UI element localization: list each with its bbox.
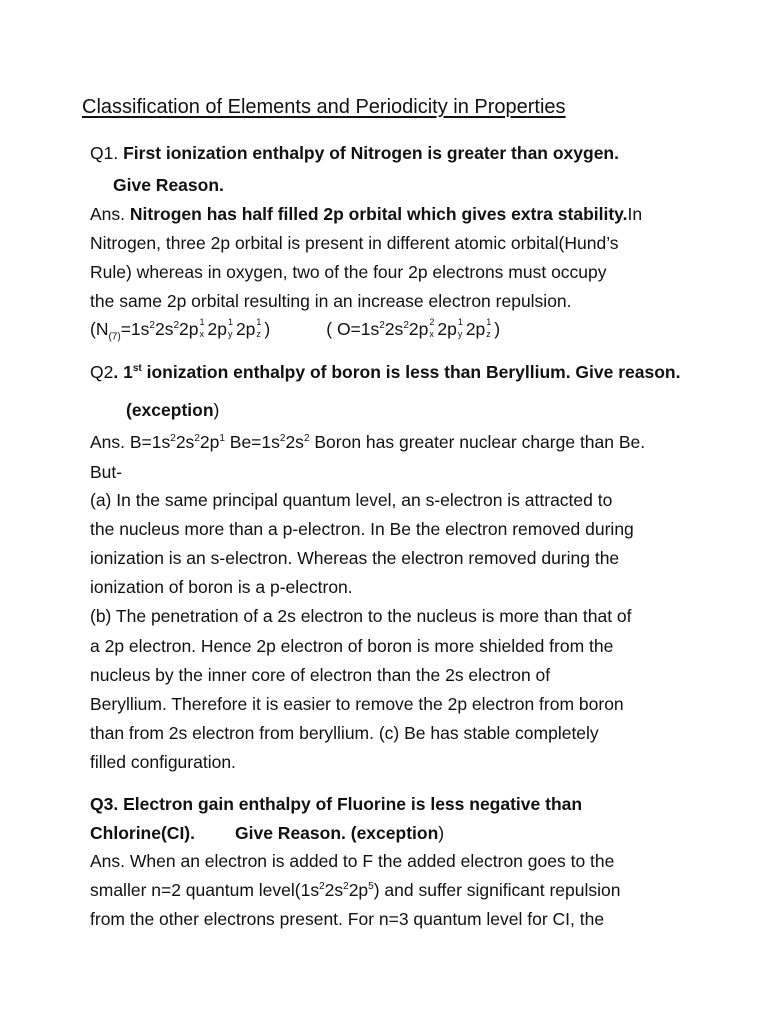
q2-exception: exception <box>131 400 214 420</box>
q3-question-line-2: Chlorine(CI). Give Reason. (exception) <box>90 823 445 843</box>
nitrogen-config: ($N_{(7)}=1s^22s^22p$ 1 x 2p 1 y 2p 1 z ) <box>90 317 271 343</box>
q1-ans-rest: In <box>627 204 643 224</box>
q2-point-b-line-1: (b) The penetration of a 2s electron to the nucleus is more than that of <box>90 606 632 626</box>
q2-point-b-line-4: Beryllium. Therefore it is easier to remove the 2p electron from boron <box>90 694 624 714</box>
q1-answer-line-2: Nitrogen, three 2p orbital is present in different atomic orbital(Hund’s <box>90 233 619 253</box>
q2-point-a-line-4: ionization of boron is a p-electron. <box>90 577 353 597</box>
electron-configuration-line <box>90 317 501 343</box>
q2-question-text: 1st ionization enthalpy of boron is less than Beryllium. Give reason. <box>123 362 681 382</box>
q2-label: Q2 <box>90 362 114 382</box>
q2-point-a-line-2: the nucleus more than a p-electron. In Be the electron removed during <box>90 519 634 539</box>
oxygen-config: ( $O=1s^22s^22p$ 2 x 2p 1 y 2p 1 z ) <box>326 317 501 339</box>
page-title: Classification of Elements and Periodicity in Properties <box>82 96 566 118</box>
q2-point-b-line-3: nucleus by the inner core of electron than the 2s electron of <box>90 665 551 685</box>
q2-answer-but: But- <box>90 462 123 482</box>
q1-label: Q1. <box>90 143 119 163</box>
q1-ans-bold: Nitrogen has half filled 2p orbital which gives extra stability. <box>129 204 628 224</box>
q1-answer-line-4: the same 2p orbital resulting in an increase electron repulsion. <box>90 291 572 311</box>
q1-question-line-2: Give Reason. <box>113 175 224 195</box>
q3-question-line-1: Q3. Electron gain enthalpy of Fluorine is less negative than <box>90 794 583 814</box>
q1-question-text: First ionization enthalpy of Nitrogen is greater than oxygen. <box>123 143 619 163</box>
q2-answer-line-1: Ans. $B=1s^22s^22p^1$ $Be=1s^22s^2$ Boron has greater nuclear charge than Be. <box>90 432 646 452</box>
q1-answer-line-3: Rule) whereas in oxygen, two of the four 2p electrons must occupy <box>90 262 607 282</box>
q2-point-b-line-6: filled configuration. <box>90 752 236 772</box>
q2-point-a-line-1: (a) In the same principal quantum level, an s-electron is attracted to <box>90 490 613 510</box>
q3-answer-line-1: Ans. When an electron is added to F the added electron goes to the <box>90 851 615 871</box>
q1-question-line-1 <box>90 142 619 164</box>
q1-ans-label: Ans. <box>90 204 126 224</box>
q3-answer-line-2: smaller n=2 quantum $level(1s^22s^22p^5)$ and suffer significant repulsion <box>90 880 621 900</box>
q2-question-line-2: (exception) <box>126 400 220 420</box>
q2-point-a-line-3: ionization is an s-electron. Whereas the electron removed during the <box>90 548 620 568</box>
q2-point-b-line-5: than from 2s electron from beryllium. (c) Be has stable completely <box>90 723 599 743</box>
q2-point-b-line-2: a 2p electron. Hence 2p electron of boron is more shielded from the <box>90 636 614 656</box>
q1-answer-line-1 <box>90 203 642 225</box>
q3-answer-line-3: from the other electrons present. For n=3 quantum level for CI, the <box>90 909 605 929</box>
q2-question-line-1: Q2. 1st ionization enthalpy of boron is less than Beryllium. Give reason. <box>90 362 681 382</box>
